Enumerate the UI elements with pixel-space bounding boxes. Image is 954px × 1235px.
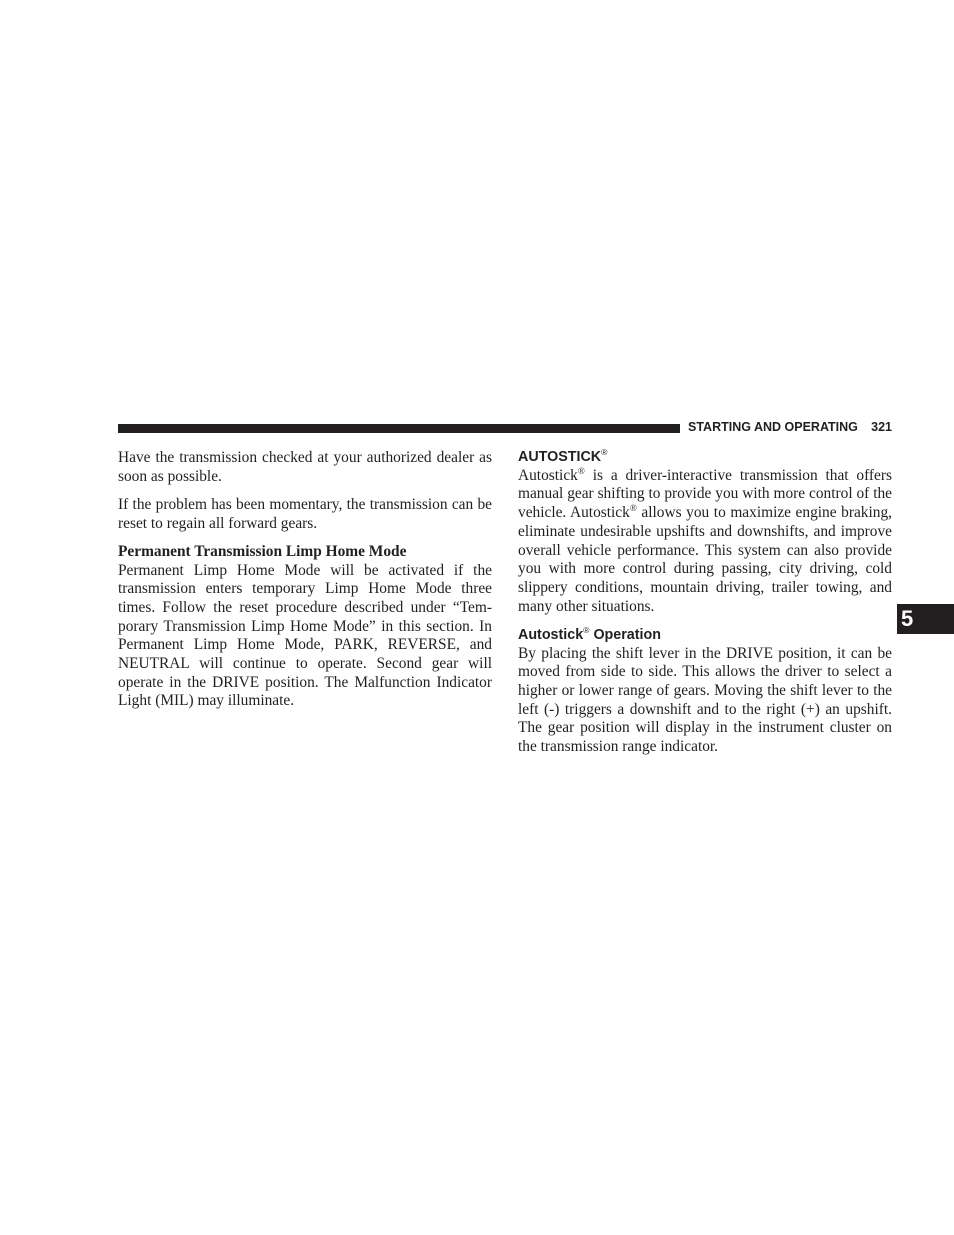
paragraph-autostick-intro bbox=[518, 467, 892, 617]
left-column bbox=[118, 449, 492, 721]
autostick-operation-word: Autostick bbox=[518, 626, 584, 643]
autostick-heading bbox=[518, 448, 892, 467]
right-column bbox=[518, 448, 892, 766]
paragraph-reset: If the problem has been momentary, the transmission can be reset to regain all forward gears. bbox=[118, 495, 492, 532]
registered-mark: ® bbox=[577, 465, 585, 476]
autostick-intro-part1: is a driver-interactive transmission that offers manual gear shifting to provide you with more control of the vehicle. Autostick bbox=[518, 466, 892, 522]
registered-mark: ® bbox=[601, 447, 608, 458]
paragraph-autostick-operation: By placing the shift lever in the DRIVE position, it can be moved from side to side. This allows the driver to select a higher or lower range of gears. Moving the shift lever to the left (-) triggers a downshift and to the right (+) an upshift. The gear position will display in the instrument cluster on the transmission range indicator. bbox=[518, 644, 892, 756]
autostick-word: Autostick bbox=[518, 466, 578, 484]
running-head bbox=[688, 419, 892, 435]
autostick-heading-text: AUTOSTICK bbox=[518, 449, 602, 465]
header-rule bbox=[118, 424, 680, 433]
chapter-tab: 5 bbox=[897, 604, 954, 634]
autostick-operation-heading bbox=[518, 626, 892, 645]
registered-mark: ® bbox=[629, 502, 637, 513]
paragraph-dealer-check: Have the transmission checked at your authorized dealer as soon as possible. bbox=[118, 449, 492, 485]
autostick-intro-part2: allows you to maximize engine braking, eliminate undesirable upshifts and downshifts, and improve overall vehicle performance. This system can also provide you with more control during passing, city driving, cold slippery conditions, mountain driving, trailer towing, and many other situations. bbox=[518, 504, 892, 615]
operation-word: Operation bbox=[589, 626, 661, 643]
registered-mark: ® bbox=[583, 625, 590, 636]
paragraph-permanent-limp: Permanent Limp Home Mode will be activated if the transmission enters temporary Limp Home Mode three times. Follow the reset procedure described under “Tem-porary Transmission Limp Home Mode” in this section. In Permanent Limp Home Mode, PARK, REVERSE, and NEUTRAL will continue to operate. Second gear will operate in the DRIVE position. The Malfunction Indicator Light (MIL) may illuminate. bbox=[118, 561, 492, 710]
permanent-limp-heading: Permanent Transmission Limp Home Mode bbox=[118, 542, 407, 560]
page-number: 321 bbox=[871, 420, 892, 434]
section-title: STARTING AND OPERATING bbox=[688, 420, 858, 434]
